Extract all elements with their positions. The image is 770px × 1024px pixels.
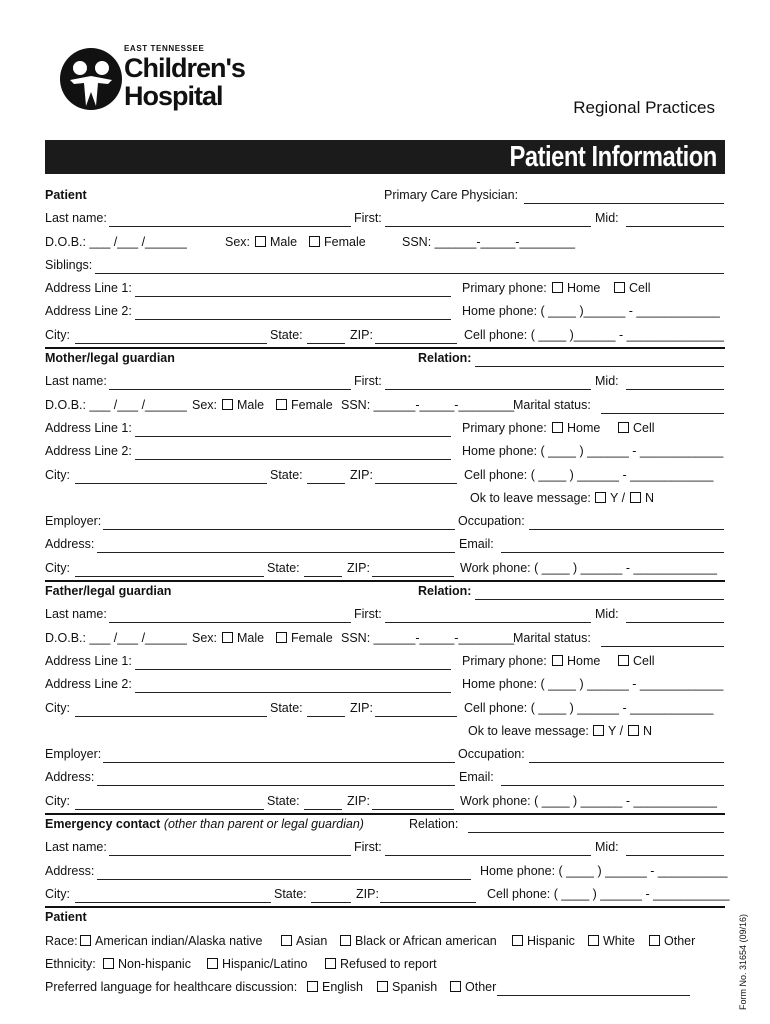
checkbox-icon[interactable]: [630, 492, 641, 503]
form-row: [45, 255, 725, 278]
sex-male-option[interactable]: Male: [255, 233, 297, 251]
form-row: [45, 767, 725, 790]
dob-label[interactable]: D.O.B.: ___ /___ /______: [45, 397, 187, 412]
checkbox-icon[interactable]: [307, 981, 318, 992]
sex-female-option[interactable]: Female: [276, 629, 333, 647]
mother-last-name-field[interactable]: [109, 389, 351, 390]
section-header-patient-demographics: Patient: [45, 910, 87, 925]
emergency-zip-field[interactable]: [380, 902, 476, 903]
race-option-black[interactable]: Black or African american: [340, 932, 497, 950]
race-label: Race:: [45, 933, 78, 948]
home-phone-field[interactable]: Home phone: ( ____ )______ - ____________: [462, 304, 720, 319]
form-row: [45, 232, 725, 255]
address-line-2-label: Address Line 2:: [45, 444, 132, 459]
primary-phone-label: Primary phone:: [462, 653, 547, 668]
zip-label: ZIP:: [350, 700, 373, 715]
page-title: Patient Information: [509, 141, 717, 173]
emergency-city-field[interactable]: [75, 902, 271, 903]
primary-phone-label: Primary phone:: [462, 420, 547, 435]
emergency-relation-field[interactable]: [468, 832, 724, 833]
address-line-1-label: Address Line 1:: [45, 653, 132, 668]
occupation-label: Occupation:: [458, 514, 525, 529]
section-header-father: Father/legal guardian: [45, 584, 172, 599]
form-row: [45, 581, 725, 604]
checkbox-icon[interactable]: [255, 236, 266, 247]
children-logo-icon: [58, 46, 124, 112]
work-phone-field[interactable]: Work phone: ( ____ ) ______ - ____________: [460, 793, 717, 808]
language-other-field[interactable]: [497, 995, 690, 996]
logo-line-1: Children's: [124, 53, 245, 83]
form-row: [45, 441, 725, 464]
title-banner: [45, 140, 725, 174]
ok-no-option[interactable]: N: [630, 489, 654, 507]
father-state-field[interactable]: [307, 716, 345, 717]
first-name-label: First:: [354, 840, 382, 855]
sex-female-option[interactable]: Female: [309, 233, 366, 251]
form-row: [45, 348, 725, 371]
checkbox-icon[interactable]: [276, 632, 287, 643]
primary-phone-cell-option[interactable]: Cell: [618, 419, 655, 437]
address-line-2-label: Address Line 2:: [45, 677, 132, 692]
primary-phone-label: Primary phone:: [462, 281, 547, 296]
checkbox-icon[interactable]: [450, 981, 461, 992]
mother-city-field[interactable]: [75, 483, 267, 484]
father-marital-field[interactable]: [601, 646, 724, 647]
checkbox-icon[interactable]: [340, 935, 351, 946]
ethnicity-option-hispanic-latino[interactable]: Hispanic/Latino: [207, 955, 307, 973]
primary-phone-home-option[interactable]: Home: [552, 652, 600, 670]
pcp-field[interactable]: [524, 203, 724, 204]
state-label: State:: [270, 467, 303, 482]
form-row: [45, 371, 725, 394]
form-row: [45, 954, 725, 977]
checkbox-icon[interactable]: [552, 655, 563, 666]
language-option-english[interactable]: English: [307, 978, 363, 996]
form-row: [45, 977, 725, 1000]
employer-label: Employer:: [45, 747, 102, 762]
dob-label[interactable]: D.O.B.: ___ /___ /______: [45, 630, 187, 645]
ok-to-leave-message-label: Ok to leave message:: [470, 490, 591, 505]
state-label: State:: [274, 886, 307, 901]
checkbox-icon[interactable]: [588, 935, 599, 946]
mid-label: Mid:: [595, 374, 619, 389]
marital-status-label: Marital status:: [513, 397, 591, 412]
father-employer-field[interactable]: [103, 762, 455, 763]
address-line-1-field[interactable]: [135, 296, 451, 297]
ethnicity-label: Ethnicity:: [45, 956, 96, 971]
checkbox-icon[interactable]: [222, 399, 233, 410]
mid-label: Mid:: [595, 840, 619, 855]
form-row: [45, 931, 725, 954]
ssn-label[interactable]: SSN: ______-_____-________: [341, 397, 515, 412]
form-row: [45, 534, 725, 557]
race-option-asian[interactable]: Asian: [281, 932, 327, 950]
zip-label: ZIP:: [356, 886, 379, 901]
section-header-patient: Patient: [45, 188, 87, 202]
form-row: [45, 395, 725, 418]
language-option-spanish[interactable]: Spanish: [377, 978, 437, 996]
mother-address-2-field[interactable]: [135, 459, 451, 460]
form-row: [45, 488, 725, 511]
logo-top-text: EAST TENNESSEE: [124, 44, 205, 53]
form-row: [45, 604, 725, 627]
father-city-field[interactable]: [75, 716, 267, 717]
dob-label[interactable]: D.O.B.: ___ /___ /______: [45, 234, 187, 249]
home-phone-field[interactable]: Home phone: ( ____ ) ______ - ____________: [462, 444, 724, 459]
primary-phone-home-option[interactable]: Home: [552, 419, 600, 437]
sex-male-option[interactable]: Male: [222, 629, 264, 647]
checkbox-icon[interactable]: [103, 958, 114, 969]
form-row: [45, 698, 725, 721]
father-occupation-field[interactable]: [529, 762, 724, 763]
sex-label: Sex:: [192, 397, 218, 412]
zip-label: ZIP:: [350, 327, 373, 342]
mother-email-field[interactable]: [501, 552, 724, 553]
race-option-other[interactable]: Other: [649, 932, 695, 950]
cell-phone-field[interactable]: Cell phone: ( ____ ) ______ - ____________: [464, 467, 714, 482]
checkbox-icon[interactable]: [222, 632, 233, 643]
father-address-2-field[interactable]: [135, 692, 451, 693]
language-option-other[interactable]: Other: [450, 978, 496, 996]
checkbox-icon[interactable]: [325, 958, 336, 969]
form-row: [45, 651, 725, 674]
address-label: Address:: [45, 537, 95, 552]
mother-state-field[interactable]: [307, 483, 345, 484]
primary-phone-cell-option[interactable]: Cell: [614, 279, 651, 297]
mother-address-1-field[interactable]: [135, 436, 451, 437]
checkbox-icon[interactable]: [618, 422, 629, 433]
sex-female-option[interactable]: Female: [276, 396, 333, 414]
mother-relation-field[interactable]: [475, 366, 724, 367]
sex-male-option[interactable]: Male: [222, 396, 264, 414]
checkbox-icon[interactable]: [552, 422, 563, 433]
ok-no-option[interactable]: N: [628, 722, 652, 740]
ssn-label[interactable]: SSN: ______-_____-________: [402, 234, 576, 249]
ssn-label[interactable]: SSN: ______-_____-________: [341, 630, 515, 645]
employer-label: Employer:: [45, 514, 102, 529]
pcp-label: Primary Care Physician:: [384, 188, 519, 202]
zip-label: ZIP:: [350, 467, 373, 482]
mother-employer-field[interactable]: [103, 529, 455, 530]
home-phone-field[interactable]: Home phone: ( ____ ) ______ - __________: [480, 863, 728, 878]
father-email-field[interactable]: [501, 785, 724, 786]
form-row: [45, 814, 725, 837]
primary-phone-cell-option[interactable]: Cell: [618, 652, 655, 670]
mid-field[interactable]: [626, 226, 724, 227]
zip-field[interactable]: [375, 343, 457, 344]
checkbox-icon[interactable]: [377, 981, 388, 992]
city-label: City:: [45, 793, 70, 808]
checkbox-icon[interactable]: [614, 282, 625, 293]
checkbox-icon[interactable]: [595, 492, 606, 503]
father-address-field[interactable]: [97, 785, 455, 786]
form-row: [45, 791, 725, 814]
race-option-white[interactable]: White: [588, 932, 635, 950]
father-zip-field[interactable]: [375, 716, 457, 717]
state-label: State:: [270, 700, 303, 715]
form-row: [45, 721, 725, 744]
emergency-address-field[interactable]: [97, 879, 471, 880]
marital-status-label: Marital status:: [513, 630, 591, 645]
checkbox-icon[interactable]: [276, 399, 287, 410]
preferred-language-label: Preferred language for healthcare discussion:: [45, 980, 298, 995]
form-row: [45, 861, 728, 884]
mother-address-field[interactable]: [97, 552, 455, 553]
form-row: [45, 325, 725, 348]
form-row: [45, 884, 730, 907]
form-row: [45, 511, 725, 534]
emergency-state-field[interactable]: [311, 902, 351, 903]
relation-label: Relation:: [418, 584, 472, 599]
mother-first-name-field[interactable]: [385, 389, 591, 390]
primary-phone-home-option[interactable]: Home: [552, 279, 600, 297]
sex-label: Sex:: [192, 630, 218, 645]
last-name-label: Last name:: [45, 374, 107, 389]
city-label: City:: [45, 886, 70, 901]
address-line-2-label: Address Line 2:: [45, 304, 132, 319]
mid-label: Mid:: [595, 211, 619, 226]
address-label: Address:: [45, 863, 95, 878]
emergency-first-name-field[interactable]: [385, 855, 591, 856]
relation-label: Relation:: [409, 817, 459, 832]
address-line-2-field[interactable]: [135, 319, 451, 320]
occupation-label: Occupation:: [458, 747, 525, 762]
form-number: Form No. 31654 (09/16): [738, 913, 748, 1010]
mother-mid-field[interactable]: [626, 389, 724, 390]
ethnicity-option-non-hispanic[interactable]: Non-hispanic: [103, 955, 191, 973]
zip-label: ZIP:: [347, 560, 370, 575]
race-option-hispanic[interactable]: Hispanic: [512, 932, 575, 950]
checkbox-icon[interactable]: [618, 655, 629, 666]
father-work-state-field[interactable]: [304, 809, 342, 810]
race-option-american-indian[interactable]: American indian/Alaska native: [80, 932, 262, 950]
last-name-label: Last name:: [45, 840, 107, 855]
first-name-label: First:: [354, 607, 382, 622]
state-field[interactable]: [307, 343, 345, 344]
ok-yes-option[interactable]: Y /: [595, 489, 625, 507]
checkbox-icon[interactable]: [207, 958, 218, 969]
first-name-field[interactable]: [385, 226, 591, 227]
siblings-field[interactable]: [95, 273, 724, 274]
checkbox-icon[interactable]: [649, 935, 660, 946]
form-row: [45, 185, 725, 208]
form-row: [45, 674, 725, 697]
email-label: Email:: [459, 770, 494, 785]
hospital-logo: [58, 44, 248, 124]
checkbox-icon[interactable]: [552, 282, 563, 293]
form-row: [45, 558, 725, 581]
ok-yes-option[interactable]: Y /: [593, 722, 623, 740]
address-line-1-label: Address Line 1:: [45, 420, 132, 435]
cell-phone-field[interactable]: Cell phone: ( ____ ) ______ - ____________: [464, 700, 714, 715]
ok-to-leave-message-label: Ok to leave message:: [468, 723, 589, 738]
emergency-note: (other than parent or legal guardian): [163, 817, 364, 832]
father-address-1-field[interactable]: [135, 669, 451, 670]
logo-line-2: Hospital: [124, 81, 223, 111]
last-name-field[interactable]: [109, 226, 351, 227]
mother-work-city-field[interactable]: [75, 576, 264, 577]
mother-marital-field[interactable]: [601, 413, 724, 414]
mother-occupation-field[interactable]: [529, 529, 724, 530]
form-row: [45, 837, 725, 860]
zip-label: ZIP:: [347, 793, 370, 808]
mid-label: Mid:: [595, 607, 619, 622]
form-row: [45, 208, 725, 231]
form-row: [45, 278, 725, 301]
state-label: State:: [267, 560, 300, 575]
form-row: [45, 418, 725, 441]
father-relation-field[interactable]: [475, 599, 724, 600]
ethnicity-option-refused[interactable]: Refused to report: [325, 955, 437, 973]
section-header-emergency: Emergency contact (other than parent or legal guardian): [45, 817, 364, 832]
work-phone-field[interactable]: Work phone: ( ____ ) ______ - ____________: [460, 560, 717, 575]
form-row: [45, 301, 725, 324]
mother-work-zip-field[interactable]: [372, 576, 454, 577]
first-name-label: First:: [354, 211, 382, 226]
father-work-zip-field[interactable]: [372, 809, 454, 810]
last-name-label: Last name:: [45, 607, 107, 622]
state-label: State:: [267, 793, 300, 808]
sex-label: Sex:: [225, 234, 251, 249]
mother-work-state-field[interactable]: [304, 576, 342, 577]
form-row: [45, 744, 725, 767]
city-label: City:: [45, 467, 70, 482]
checkbox-icon[interactable]: [512, 935, 523, 946]
checkbox-icon[interactable]: [281, 935, 292, 946]
last-name-label: Last name:: [45, 211, 107, 226]
form-row: [45, 628, 725, 651]
checkbox-icon[interactable]: [80, 935, 91, 946]
father-work-city-field[interactable]: [75, 809, 264, 810]
state-label: State:: [270, 327, 303, 342]
address-line-1-label: Address Line 1:: [45, 281, 132, 296]
city-label: City:: [45, 327, 70, 342]
father-last-name-field[interactable]: [109, 622, 351, 623]
first-name-label: First:: [354, 374, 382, 389]
cell-phone-field[interactable]: Cell phone: ( ____ )______ - ______________: [464, 327, 724, 342]
relation-label: Relation:: [418, 351, 472, 366]
email-label: Email:: [459, 537, 494, 552]
cell-phone-field[interactable]: Cell phone: ( ____ ) ______ - ___________: [487, 886, 730, 901]
emergency-last-name-field[interactable]: [109, 855, 351, 856]
section-divider: [45, 906, 725, 908]
siblings-label: Siblings:: [45, 257, 93, 272]
form-row: [45, 907, 725, 930]
father-first-name-field[interactable]: [385, 622, 591, 623]
checkbox-icon[interactable]: [628, 725, 639, 736]
emergency-mid-field[interactable]: [626, 855, 724, 856]
checkbox-icon[interactable]: [309, 236, 320, 247]
city-label: City:: [45, 560, 70, 575]
father-mid-field[interactable]: [626, 622, 724, 623]
city-field[interactable]: [75, 343, 267, 344]
address-label: Address:: [45, 770, 95, 785]
patient-form: [45, 185, 730, 1000]
checkbox-icon[interactable]: [593, 725, 604, 736]
section-header-mother: Mother/legal guardian: [45, 351, 175, 366]
regional-practices-label: Regional Practices: [573, 98, 715, 117]
form-row: [45, 465, 725, 488]
city-label: City:: [45, 700, 70, 715]
home-phone-field[interactable]: Home phone: ( ____ ) ______ - ____________: [462, 677, 724, 692]
mother-zip-field[interactable]: [375, 483, 457, 484]
